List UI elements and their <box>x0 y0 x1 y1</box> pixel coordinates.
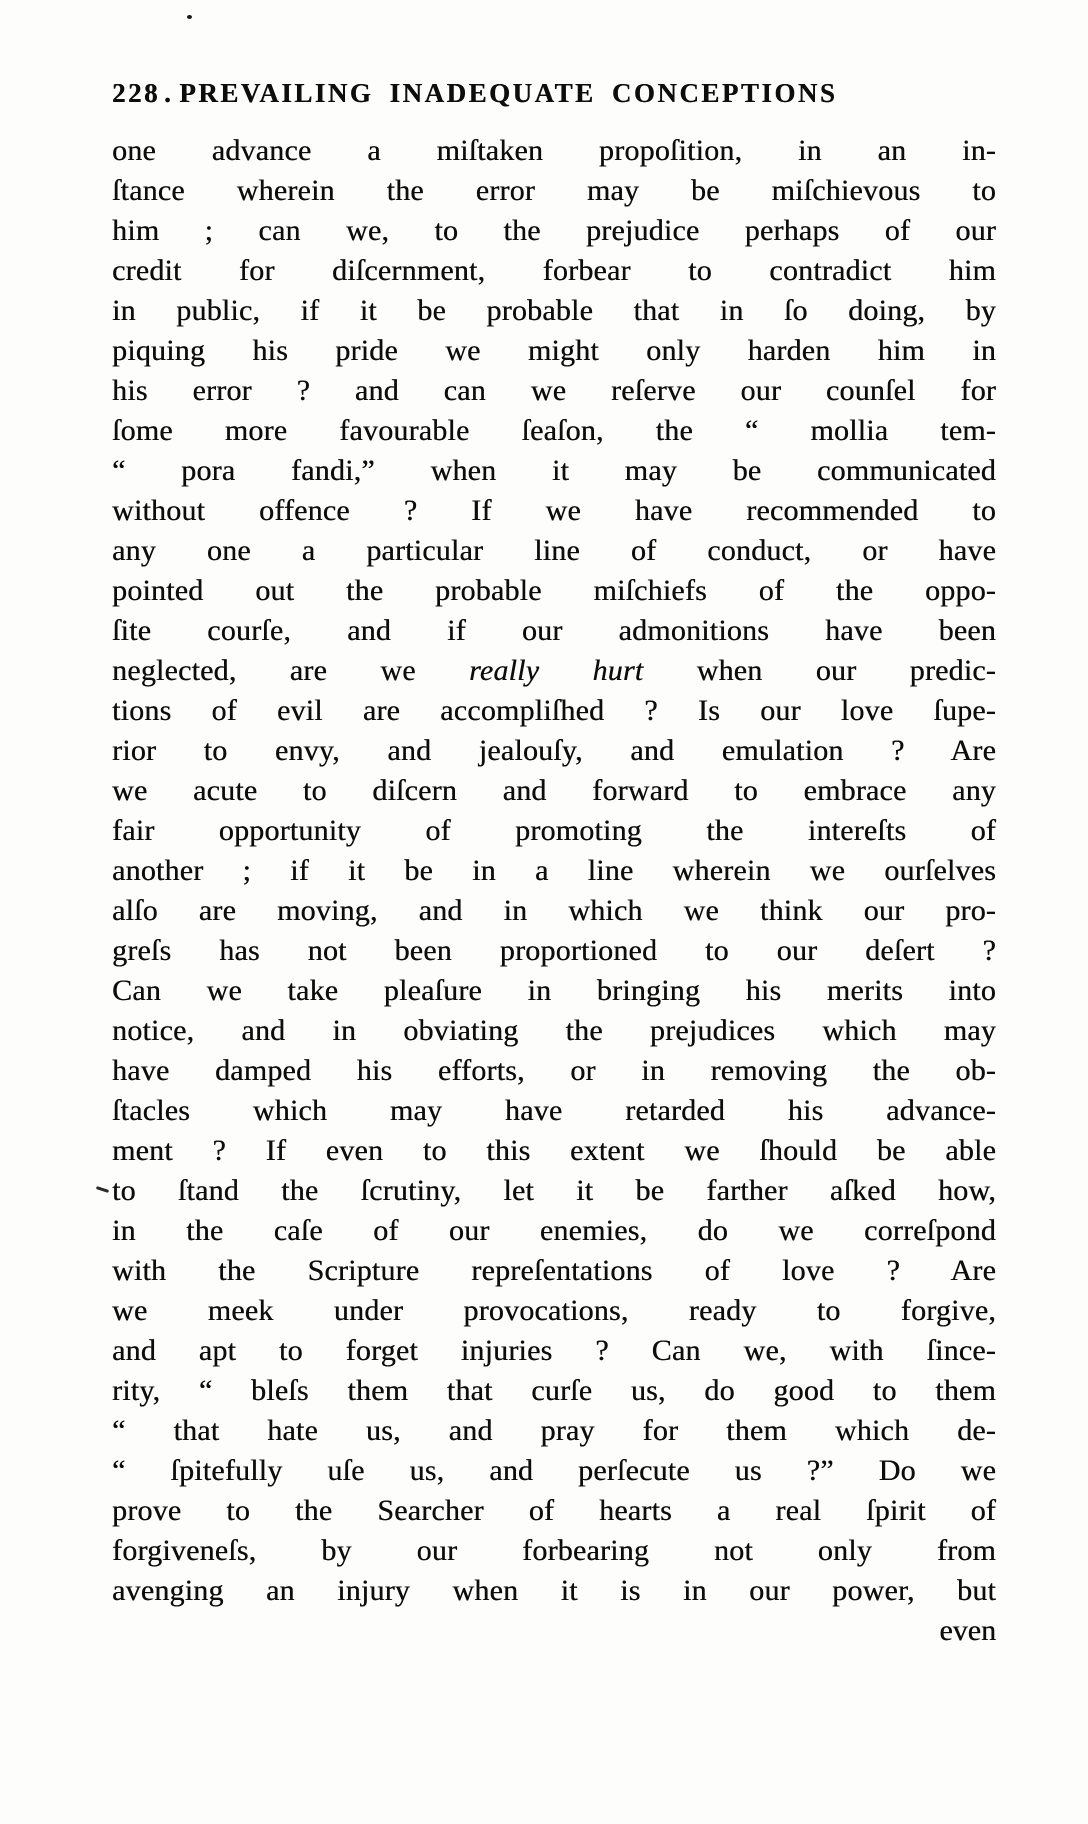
text-segment: “ that hate us, and pray for them which de- <box>112 1414 996 1447</box>
text-segment: “ ſpitefully uſe us, and perſecute us ?” Do we <box>112 1454 996 1487</box>
catchword: even <box>939 1614 996 1647</box>
text-line <box>112 731 996 771</box>
text-segment: him ; can we, to the prejudice perhaps of our <box>112 214 996 247</box>
body-text <box>112 131 996 1611</box>
text-line <box>112 931 996 971</box>
text-segment: without offence ? If we have recommended to <box>112 494 996 527</box>
text-line <box>112 611 996 651</box>
text-segment: pointed out the probable miſchiefs of the oppo- <box>112 574 996 607</box>
text-segment: Can we take pleaſure in bringing his merits into <box>112 974 996 1007</box>
text-segment: rior to envy, and jealouſy, and emulation ? Are <box>112 734 996 767</box>
text-line <box>112 691 996 731</box>
text-line <box>112 291 996 331</box>
text-line <box>112 1331 996 1371</box>
text-segment: ſite courſe, and if our admonitions have been <box>112 614 996 647</box>
text-line <box>112 1251 996 1291</box>
text-segment: greſs has not been proportioned to our deſert ? <box>112 934 996 967</box>
text-line <box>112 1491 996 1531</box>
text-segment: we meek under provocations, ready to forgive, <box>112 1294 996 1327</box>
text-segment: one advance a miſtaken propoſition, in an in- <box>112 134 996 167</box>
text-line <box>112 1571 996 1611</box>
running-title: PREVAILING INADEQUATE CONCEPTIONS <box>179 78 838 108</box>
text-line <box>112 331 996 371</box>
text-line <box>112 1171 996 1211</box>
scan-speck <box>187 15 192 19</box>
text-segment: in public, if it be probable that in ſo doing, by <box>112 294 996 327</box>
scan-margin-mark <box>96 1186 109 1193</box>
text-line <box>112 1411 996 1451</box>
text-segment: in the caſe of our enemies, do we correſpond <box>112 1214 996 1247</box>
text-line <box>112 1131 996 1171</box>
text-segment: fair opportunity of promoting the intereſts of <box>112 814 996 847</box>
text-line <box>112 571 996 611</box>
text-line <box>112 771 996 811</box>
text-segment: tions of evil are accompliſhed ? Is our love ſupe- <box>112 694 996 727</box>
text-line <box>112 851 996 891</box>
text-line <box>112 1051 996 1091</box>
italic-text: really hurt <box>469 654 644 687</box>
text-line <box>112 531 996 571</box>
text-segment: prove to the Searcher of hearts a real ſpirit of <box>112 1494 996 1527</box>
text-line <box>112 1091 996 1131</box>
text-line <box>112 971 996 1011</box>
text-segment: notice, and in obviating the prejudices which may <box>112 1014 996 1047</box>
text-line <box>112 811 996 851</box>
text-line <box>112 451 996 491</box>
text-segment: have damped his efforts, or in removing the ob- <box>112 1054 996 1087</box>
text-segment: his error ? and can we reſerve our counſel for <box>112 374 996 407</box>
text-line <box>112 1011 996 1051</box>
text-segment: avenging an injury when it is in our power, but <box>112 1574 996 1607</box>
text-line <box>112 891 996 931</box>
text-line <box>112 651 996 691</box>
text-line <box>112 1211 996 1251</box>
text-segment: and apt to forget injuries ? Can we, with ſince- <box>112 1334 996 1367</box>
text-segment: ſtacles which may have retarded his advance- <box>112 1094 996 1127</box>
text-segment: “ pora fandi,” when it may be communicated <box>112 454 996 487</box>
text-line <box>112 371 996 411</box>
text-line <box>112 1531 996 1571</box>
text-segment: rity, “ bleſs them that curſe us, do good to them <box>112 1374 996 1407</box>
text-segment: any one a particular line of conduct, or have <box>112 534 996 567</box>
text-segment: credit for diſcernment, forbear to contradict him <box>112 254 996 287</box>
text-line <box>112 211 996 251</box>
text-segment: neglected, are we <box>112 654 470 687</box>
text-line <box>112 1291 996 1331</box>
text-segment: alſo are moving, and in which we think our pro- <box>112 894 996 927</box>
text-segment: ment ? If even to this extent we ſhould be able <box>112 1134 996 1167</box>
text-line <box>112 251 996 291</box>
text-segment: forgiveneſs, by our forbearing not only from <box>112 1534 996 1567</box>
text-segment: with the Scripture repreſentations of love ? Are <box>112 1254 996 1287</box>
text-segment: piquing his pride we might only harden him in <box>112 334 996 367</box>
page-number: 228 <box>112 78 160 108</box>
text-segment: ſtance wherein the error may be miſchievous to <box>112 174 996 207</box>
text-line <box>112 1451 996 1491</box>
text-line <box>112 491 996 531</box>
text-line <box>112 1371 996 1411</box>
text-segment: when our predic- <box>643 654 996 687</box>
text-segment: another ; if it be in a line wherein we ourſelves <box>112 854 996 887</box>
text-line <box>112 411 996 451</box>
header-separator: . <box>164 78 174 108</box>
text-segment: to ſtand the ſcrutiny, let it be farther aſked how, <box>112 1174 996 1207</box>
text-line <box>112 171 996 211</box>
text-segment: ſome more favourable ſeaſon, the “ mollia tem- <box>112 414 996 447</box>
running-header <box>112 78 996 109</box>
text-segment: we acute to diſcern and forward to embrace any <box>112 774 996 807</box>
text-line <box>112 131 996 171</box>
